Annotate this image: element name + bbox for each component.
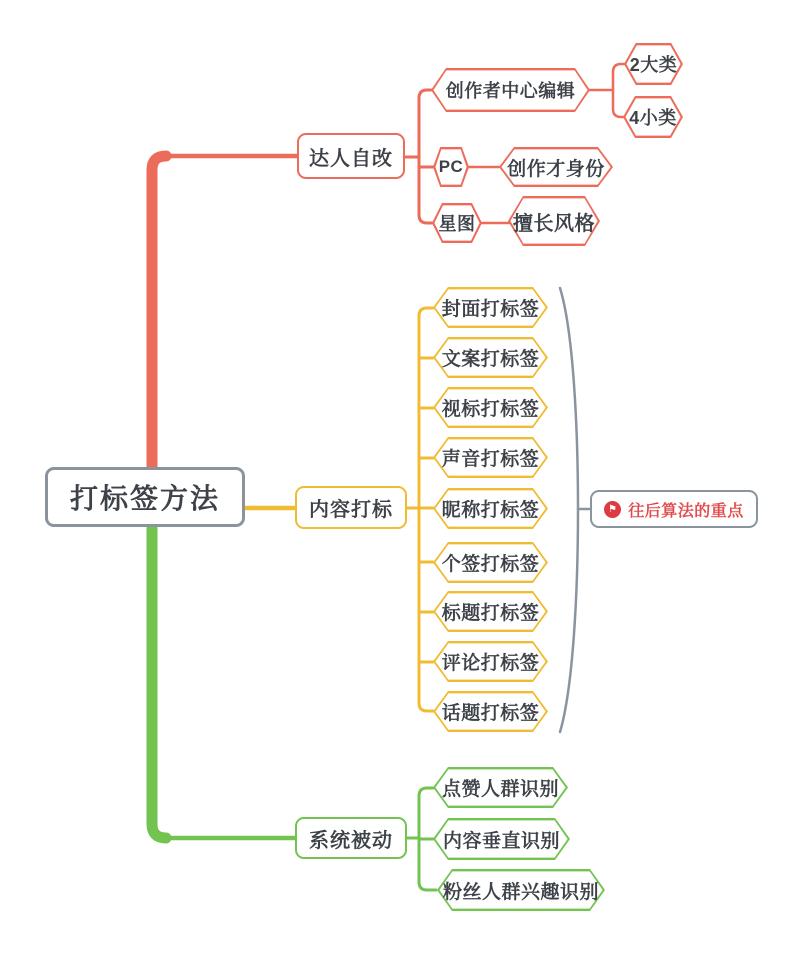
node-label: 粉丝人群兴趣识别: [442, 881, 599, 903]
central-topic-node[interactable]: 打标签方法: [45, 467, 245, 527]
node-label: 封面打标签: [441, 299, 540, 320]
trunk-line-green: [152, 522, 166, 838]
trunk-line-red: [152, 156, 166, 472]
summary-bracket: [560, 288, 578, 732]
node-content-vertical-recognition[interactable]: [433, 818, 570, 860]
branch-node-expert-self-edit[interactable]: 达人自改: [297, 133, 405, 179]
node-label: 视标打标签: [441, 399, 540, 420]
node-2-main-categories[interactable]: [624, 43, 683, 85]
node-comment-tag[interactable]: [433, 641, 548, 682]
node-signature-tag[interactable]: [433, 542, 548, 583]
node-4-sub-categories[interactable]: [623, 96, 683, 138]
node-style-specialty[interactable]: [508, 196, 600, 246]
node-label: 声音打标签: [441, 449, 540, 470]
node-cover-tag[interactable]: [433, 287, 548, 328]
node-xingtu[interactable]: [432, 203, 482, 243]
summary-callout-label: 往后算法的重点: [628, 502, 744, 520]
branch-node-system-passive[interactable]: 系统被动: [295, 817, 407, 859]
summary-callout-node[interactable]: [590, 490, 758, 528]
node-label: 话题打标签: [441, 703, 540, 724]
branch-node-content-tagging[interactable]: 内容打标: [295, 486, 407, 529]
node-label: 昵称打标签: [441, 500, 540, 521]
node-video-tag[interactable]: [433, 387, 548, 428]
node-label: 评论打标签: [441, 653, 540, 674]
node-label: 点赞人群识别: [441, 779, 559, 800]
node-label: 标题打标签: [441, 603, 540, 624]
node-label: PC: [438, 157, 464, 176]
node-topic-tag[interactable]: [433, 691, 548, 732]
node-fan-interest-recognition[interactable]: [437, 869, 605, 911]
node-sound-tag[interactable]: [433, 437, 548, 478]
node-creator-identity[interactable]: [499, 147, 613, 187]
node-copywriting-tag[interactable]: [433, 337, 548, 378]
node-nickname-tag[interactable]: [433, 488, 548, 529]
node-label: 创作者中心编辑: [445, 81, 576, 101]
node-label: 擅长风格: [513, 212, 595, 235]
node-like-audience-recognition[interactable]: [433, 767, 568, 808]
node-pc[interactable]: [433, 147, 469, 187]
node-label: 2大类: [629, 55, 678, 75]
node-label: 创作才身份: [507, 158, 605, 180]
flag-icon: [604, 501, 621, 518]
node-label: 个签打标签: [441, 554, 540, 575]
node-label: 文案打标签: [441, 349, 540, 370]
node-title-tag[interactable]: [433, 591, 548, 632]
node-creator-center-edit[interactable]: [431, 68, 590, 112]
node-label: 内容垂直识别: [442, 830, 560, 852]
node-label: 星图: [438, 214, 476, 234]
node-label: 4小类: [629, 108, 677, 128]
